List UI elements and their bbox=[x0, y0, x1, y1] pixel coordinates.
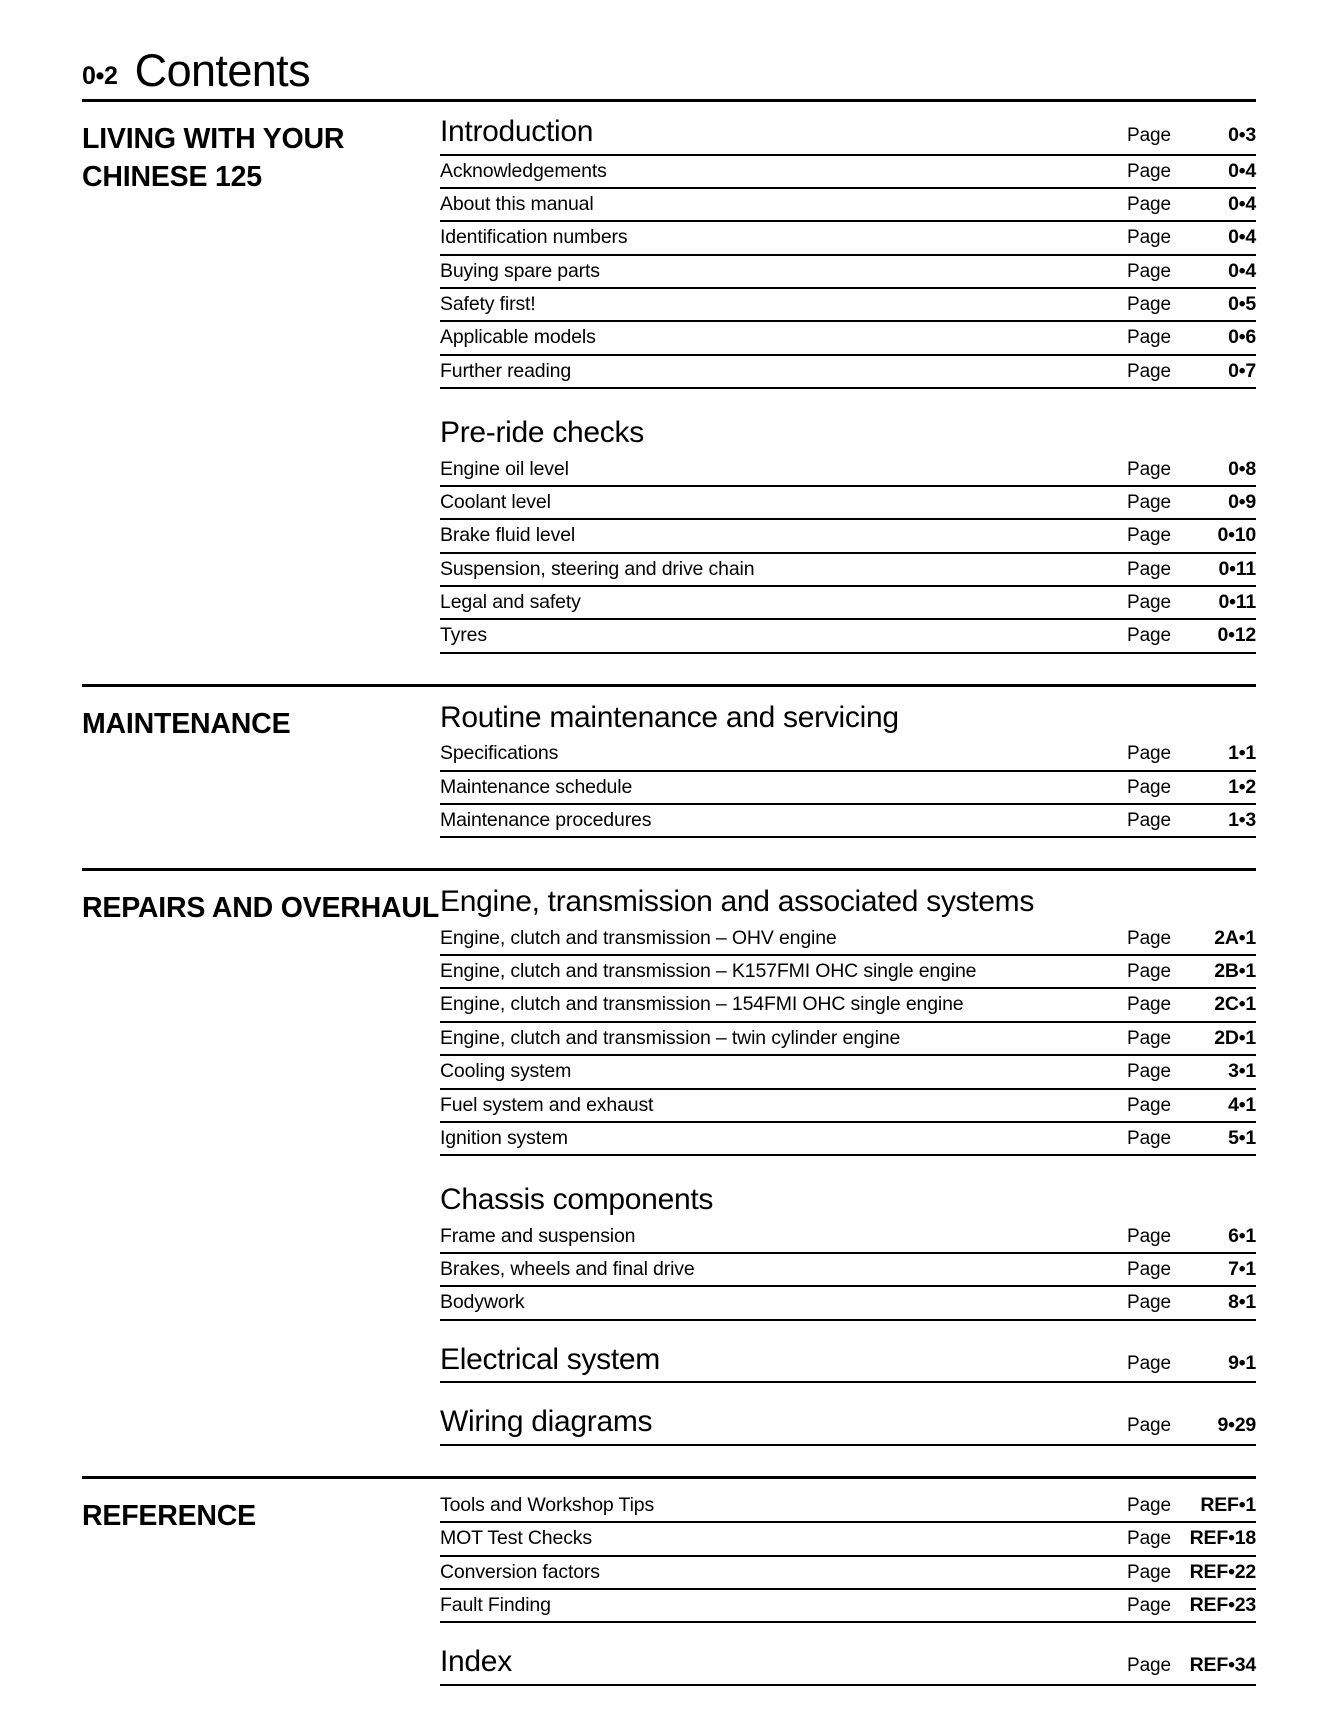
entry-page-label: Page bbox=[1127, 125, 1171, 146]
entry-page-number: REF•23 bbox=[1189, 1593, 1256, 1616]
entry-page-label: Page bbox=[1127, 1225, 1171, 1247]
entry-page-label: Page bbox=[1127, 227, 1171, 249]
entry-page-label: Page bbox=[1127, 625, 1171, 647]
entry-page-label: Page bbox=[1127, 1655, 1171, 1677]
entry-page-label: Page bbox=[1127, 1561, 1171, 1583]
contents-entry[interactable] bbox=[440, 222, 1256, 255]
page-title: Contents bbox=[134, 45, 310, 96]
section-entries bbox=[440, 882, 1256, 1446]
contents-entry[interactable] bbox=[440, 113, 1256, 156]
entry-page-label: Page bbox=[1127, 294, 1171, 315]
group-heading: Engine, transmission and associated systems bbox=[440, 885, 1035, 919]
entry-page-number: 2C•1 bbox=[1214, 993, 1256, 1016]
entry-page-label: Page bbox=[1127, 592, 1171, 614]
entry-page-number: 0•3 bbox=[1228, 124, 1256, 146]
entry-page-number: 1•3 bbox=[1228, 808, 1256, 831]
contents-entry[interactable] bbox=[440, 805, 1256, 838]
entry-page-label: Page bbox=[1127, 743, 1171, 765]
entry-page-label: Page bbox=[1127, 1127, 1171, 1149]
entry-title: Wiring diagrams bbox=[440, 1405, 653, 1439]
contents-entry[interactable] bbox=[440, 1254, 1256, 1287]
section-label: REPAIRS AND OVERHAUL bbox=[82, 892, 440, 925]
contents-entry[interactable] bbox=[440, 554, 1256, 587]
page-folio: 0•2 bbox=[82, 62, 118, 90]
entry-title: Engine, clutch and transmission – OHV engine bbox=[440, 926, 837, 949]
entry-page-label: Page bbox=[1127, 1094, 1171, 1116]
contents-entry[interactable] bbox=[440, 322, 1256, 355]
entry-title: Frame and suspension bbox=[440, 1224, 636, 1247]
entry-page-number: 2D•1 bbox=[1214, 1026, 1256, 1049]
contents-entry[interactable] bbox=[440, 587, 1256, 620]
entry-title: Applicable models bbox=[440, 326, 596, 349]
entry-page-label: Page bbox=[1127, 776, 1171, 798]
entry-page-label: Page bbox=[1127, 1292, 1171, 1314]
entry-title: Maintenance schedule bbox=[440, 775, 633, 798]
entry-page-label: Page bbox=[1127, 193, 1171, 215]
entry-title: Engine oil level bbox=[440, 457, 569, 480]
section-entries bbox=[440, 698, 1256, 839]
entry-page-label: Page bbox=[1127, 961, 1171, 983]
section-gap bbox=[82, 1446, 1256, 1476]
contents-entry[interactable] bbox=[440, 189, 1256, 222]
contents-entry[interactable] bbox=[440, 1321, 1256, 1384]
entry-page-label: Page bbox=[1127, 558, 1171, 580]
contents-entry[interactable] bbox=[440, 989, 1256, 1022]
entry-page-label: Page bbox=[1127, 1494, 1171, 1516]
entry-title: Fault Finding bbox=[440, 1593, 551, 1616]
entry-title: Acknowledgements bbox=[440, 159, 607, 182]
entry-page-number: REF•22 bbox=[1189, 1560, 1256, 1583]
entry-page-label: Page bbox=[1127, 1061, 1171, 1083]
entry-title: Identification numbers bbox=[440, 226, 628, 249]
entry-page-label: Page bbox=[1127, 360, 1171, 382]
entry-title: Electrical system bbox=[440, 1342, 660, 1376]
group-heading: Pre-ride checks bbox=[440, 416, 644, 450]
entry-title: Brakes, wheels and final drive bbox=[440, 1258, 695, 1281]
group-heading: Routine maintenance and servicing bbox=[440, 700, 899, 734]
entry-page-label: Page bbox=[1127, 160, 1171, 182]
entry-page-number: 9•29 bbox=[1217, 1414, 1256, 1437]
entry-page-label: Page bbox=[1127, 1259, 1171, 1281]
entry-page-number: 4•1 bbox=[1228, 1093, 1256, 1116]
entry-title: Cooling system bbox=[440, 1060, 572, 1083]
entry-title: MOT Test Checks bbox=[440, 1527, 592, 1550]
entry-page-label: Page bbox=[1127, 1027, 1171, 1049]
entry-page-number: 7•1 bbox=[1228, 1258, 1256, 1281]
entry-page-number: 0•11 bbox=[1218, 591, 1256, 614]
entry-page-number: 9•1 bbox=[1228, 1351, 1256, 1374]
entry-page-label: Page bbox=[1127, 491, 1171, 513]
section-gap bbox=[82, 654, 1256, 684]
contents-section bbox=[82, 684, 1256, 839]
masthead bbox=[82, 0, 1256, 99]
contents-entry[interactable] bbox=[440, 1287, 1256, 1320]
entry-page-number: 0•4 bbox=[1228, 192, 1256, 215]
entry-page-number: 0•9 bbox=[1228, 490, 1256, 513]
contents-entry[interactable] bbox=[440, 1490, 1256, 1523]
entry-title: Index bbox=[440, 1645, 512, 1679]
contents-entry[interactable] bbox=[440, 356, 1256, 389]
entry-title: Suspension, steering and drive chain bbox=[440, 557, 755, 580]
entry-title: Maintenance procedures bbox=[440, 808, 652, 831]
entry-title: Fuel system and exhaust bbox=[440, 1093, 654, 1116]
entry-page-number: 0•7 bbox=[1228, 359, 1256, 382]
entry-title: About this manual bbox=[440, 192, 594, 215]
entry-page-label: Page bbox=[1127, 260, 1171, 282]
entry-page-number: 0•4 bbox=[1228, 259, 1256, 282]
contents-entry[interactable] bbox=[440, 620, 1256, 653]
entry-page-label: Page bbox=[1127, 927, 1171, 949]
entry-title: Further reading bbox=[440, 359, 572, 382]
entry-page-label: Page bbox=[1127, 1528, 1171, 1550]
entry-page-label: Page bbox=[1127, 994, 1171, 1016]
entry-page-label: Page bbox=[1127, 327, 1171, 349]
contents-entry[interactable] bbox=[440, 289, 1256, 322]
entry-page-number: 0•10 bbox=[1217, 524, 1256, 547]
entry-page-label: Page bbox=[1127, 809, 1171, 831]
entry-title: Legal and safety bbox=[440, 591, 581, 614]
entry-title: Ignition system bbox=[440, 1126, 568, 1149]
entry-page-number: 0•4 bbox=[1228, 159, 1256, 182]
entry-title: Brake fluid level bbox=[440, 524, 576, 547]
entry-title: Introduction bbox=[440, 115, 594, 148]
contents-entry[interactable] bbox=[440, 956, 1256, 989]
contents-entry[interactable] bbox=[440, 738, 1256, 771]
entry-page-number: 0•6 bbox=[1228, 326, 1256, 349]
contents-entry[interactable] bbox=[440, 1056, 1256, 1089]
entry-title: Conversion factors bbox=[440, 1560, 600, 1583]
entry-page-label: Page bbox=[1127, 458, 1171, 480]
entry-page-label: Page bbox=[1127, 1415, 1171, 1437]
section-label: REFERENCE bbox=[82, 1499, 256, 1532]
contents-entry[interactable] bbox=[440, 1123, 1256, 1156]
contents-entry[interactable] bbox=[440, 1023, 1256, 1056]
section-gap bbox=[82, 838, 1256, 868]
entry-title: Specifications bbox=[440, 742, 559, 765]
contents-entry[interactable] bbox=[440, 256, 1256, 289]
contents-entry[interactable] bbox=[440, 772, 1256, 805]
entry-page-number: 0•4 bbox=[1228, 226, 1256, 249]
contents-entry[interactable] bbox=[440, 1557, 1256, 1590]
section-gap bbox=[82, 1686, 1256, 1716]
contents-entry[interactable] bbox=[440, 1383, 1256, 1446]
contents-entry[interactable] bbox=[440, 1221, 1256, 1254]
entry-page-number: 0•12 bbox=[1217, 624, 1256, 647]
contents-section bbox=[82, 868, 1256, 1446]
contents-entry[interactable] bbox=[440, 1523, 1256, 1556]
contents-section bbox=[82, 99, 1256, 654]
contents-entry[interactable] bbox=[440, 454, 1256, 487]
group-heading: Chassis components bbox=[440, 1183, 714, 1217]
entry-page-number: 5•1 bbox=[1228, 1126, 1256, 1149]
entry-page-number: 1•2 bbox=[1228, 775, 1256, 798]
entry-title: Engine, clutch and transmission – twin cylinder engine bbox=[440, 1026, 901, 1049]
entry-page-number: 0•11 bbox=[1218, 557, 1256, 580]
entry-title: Engine, clutch and transmission – 154FMI OHC single engine bbox=[440, 993, 964, 1016]
entry-title: Coolant level bbox=[440, 490, 551, 513]
entry-page-number: REF•18 bbox=[1189, 1527, 1256, 1550]
entry-page-number: 0•8 bbox=[1228, 457, 1256, 480]
contents-entry[interactable] bbox=[440, 1623, 1256, 1686]
entry-title: Engine, clutch and transmission – K157FMI OHC single engine bbox=[440, 960, 977, 983]
contents-entry[interactable] bbox=[440, 1090, 1256, 1123]
entry-page-label: Page bbox=[1127, 525, 1171, 547]
entry-page-number: 8•1 bbox=[1228, 1291, 1256, 1314]
entry-page-label: Page bbox=[1127, 1594, 1171, 1616]
section-entries bbox=[440, 113, 1256, 654]
entry-title: Bodywork bbox=[440, 1291, 525, 1314]
entry-page-number: 2B•1 bbox=[1214, 960, 1256, 983]
section-label: MAINTENANCE bbox=[82, 707, 291, 740]
entry-page-number: REF•34 bbox=[1189, 1654, 1256, 1677]
entry-title: Tools and Workshop Tips bbox=[440, 1493, 655, 1516]
entry-title: Tyres bbox=[440, 624, 487, 647]
entry-page-number: 2A•1 bbox=[1214, 926, 1256, 949]
entry-title: Buying spare parts bbox=[440, 259, 600, 282]
entry-page-number: REF•1 bbox=[1200, 1493, 1256, 1516]
entry-page-label: Page bbox=[1127, 1352, 1171, 1374]
entry-page-number: 1•1 bbox=[1228, 742, 1256, 765]
contents-sections bbox=[82, 99, 1256, 1716]
contents-section bbox=[82, 1476, 1256, 1686]
entry-title: Safety first! bbox=[440, 293, 536, 315]
contents-entry[interactable] bbox=[440, 487, 1256, 520]
contents-entry[interactable] bbox=[440, 156, 1256, 189]
section-entries bbox=[440, 1490, 1256, 1686]
section-label: LIVING WITH YOUR CHINESE 125 bbox=[82, 123, 345, 193]
contents-entry[interactable] bbox=[440, 1590, 1256, 1623]
entry-page-number: 3•1 bbox=[1228, 1060, 1256, 1083]
entry-page-number: 0•5 bbox=[1228, 293, 1256, 315]
entry-page-number: 6•1 bbox=[1228, 1224, 1256, 1247]
contents-entry[interactable] bbox=[440, 520, 1256, 553]
contents-entry[interactable] bbox=[440, 923, 1256, 956]
